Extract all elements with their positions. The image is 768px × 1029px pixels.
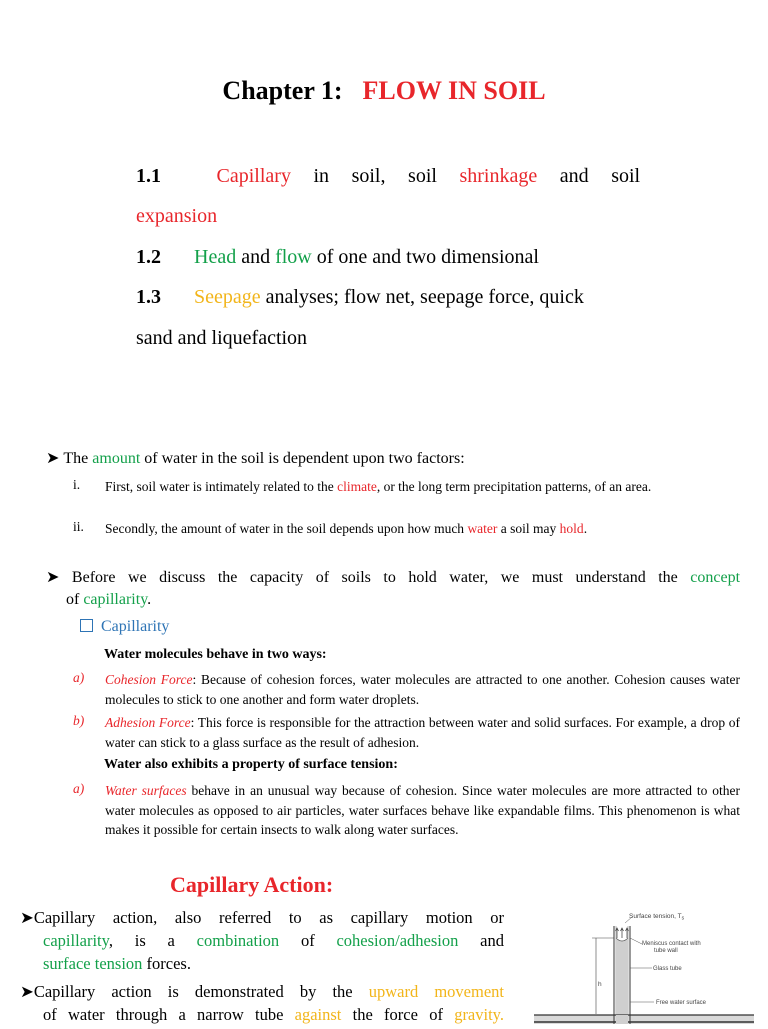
toc-word: and: [559, 165, 589, 187]
text: hold: [559, 521, 584, 536]
text: First, soil water is intimately related to the: [105, 479, 338, 494]
toc-word: Seepage: [194, 286, 261, 308]
toc-word: Capillary: [216, 165, 291, 187]
text: , or the long term precipitation patterns, of an area.: [376, 479, 652, 494]
page-title: [0, 76, 768, 106]
term: Cohesion Force: [105, 672, 193, 687]
text: combination: [196, 931, 280, 950]
text: of water through a narrow tube: [43, 1005, 295, 1024]
figure-label: Free water surface: [656, 1000, 707, 1006]
list-item: [105, 519, 740, 539]
text: climate: [337, 479, 377, 494]
list-item: [105, 477, 740, 497]
text: and: [458, 931, 504, 950]
text: : Because of cohesion forces, water molecules are attracted to one another. Cohesion causes water molecules to stick to one another and form water droplets.: [105, 672, 740, 707]
text: cohesion/adhesion: [336, 931, 459, 950]
toc-item-1-2: [136, 246, 640, 269]
toc-word: of one and two dimensional: [311, 246, 539, 268]
arrow-bullet-icon: ➤: [20, 982, 34, 1001]
toc-word: Head: [194, 246, 237, 268]
toc-word: in: [313, 165, 330, 187]
text: concept: [690, 569, 741, 586]
subheading: Water molecules behave in two ways:: [104, 647, 327, 662]
text: : This force is responsible for the attraction between water and solid surfaces. For example, a drop of water can stick to a glass surface as the result of adhesion.: [105, 715, 740, 750]
text: surface tension: [43, 954, 143, 973]
subheading: Water also exhibits a property of surface tension:: [104, 757, 398, 772]
capillarity-lead: [46, 567, 740, 587]
title-highlight: FLOW IN SOIL: [362, 76, 546, 105]
capillary-tube-figure: [524, 898, 760, 1024]
list-label: a): [73, 670, 85, 685]
text: against: [294, 1005, 342, 1024]
toc-number: 1.3: [136, 286, 161, 308]
toc-word: soil: [408, 165, 437, 187]
figure-label: h: [598, 981, 602, 988]
list-number: i.: [73, 477, 81, 492]
text: , is a: [108, 931, 197, 950]
term: Adhesion Force: [105, 715, 191, 730]
text: .: [147, 591, 152, 608]
arrow-bullet-icon: ➤: [20, 908, 34, 927]
toc-number: 1.1: [136, 165, 161, 187]
text: capillarity: [43, 931, 109, 950]
toc-word: soil: [611, 165, 641, 187]
text: the force of: [341, 1005, 455, 1024]
text: gravity.: [454, 1005, 504, 1024]
toc-item-1-3: [136, 286, 640, 309]
list-item: [105, 670, 740, 709]
title-prefix: Chapter 1:: [222, 76, 343, 105]
text: Capillary action, also referred to as capillary motion or: [33, 908, 504, 927]
list-label: a): [73, 781, 85, 796]
term: Water surfaces: [105, 783, 187, 798]
text: amount: [92, 450, 141, 467]
list-number: ii.: [73, 519, 84, 534]
list-label: b): [73, 713, 85, 728]
figure-label: Surface tension, $T_s$: [629, 913, 685, 922]
figure-label: Meniscus contact with: [642, 941, 701, 947]
square-bullet-icon: [80, 619, 93, 632]
capillarity-heading: [80, 618, 169, 636]
capillarity-lead-line2: [66, 591, 151, 609]
text: of: [279, 931, 337, 950]
text: of water in the soil is dependent upon two factors:: [140, 450, 465, 467]
text: behave in an unusual way because of cohesion. Since water molecules are more attracted to other water molecules as opposed to air particles, water surfaces behave like expandable films. This phenomenon is what makes it possible for certain insects to walk along water surfaces.: [105, 783, 740, 837]
text: capillarity: [83, 591, 148, 608]
toc-number: 1.2: [136, 246, 161, 268]
arrow-bullet-icon: ➤: [46, 450, 60, 467]
toc-word: analyses; flow net, seepage force, quick: [260, 286, 584, 308]
toc-item-1-1: [136, 165, 640, 188]
capillary-action-paragraph-2: [20, 980, 504, 1026]
list-item: [105, 713, 740, 752]
capillary-tube-diagram: [524, 898, 760, 1024]
toc-word: shrinkage: [459, 165, 538, 187]
figure-label: tube wall: [654, 948, 678, 954]
capillary-action-paragraph-1: [20, 906, 504, 975]
arrow-bullet-icon: ➤: [46, 569, 60, 586]
text: forces.: [142, 954, 191, 973]
text: of: [66, 591, 84, 608]
list-item: [105, 781, 740, 840]
text: The: [63, 450, 93, 467]
text: Secondly, the amount of water in the soil depends upon how much: [105, 521, 468, 536]
text: water: [467, 521, 498, 536]
text: Capillary action is demonstrated by the: [33, 982, 369, 1001]
heading-text: Capillarity: [101, 618, 170, 635]
text: .: [583, 521, 588, 536]
text: Before we discuss the capacity of soils to hold water, we must understand the: [71, 569, 691, 586]
toc-item-1-3-line2: sand and liquefaction: [136, 327, 308, 349]
section-title: Capillary Action:: [170, 872, 334, 897]
text: a soil may: [497, 521, 560, 536]
toc-word: soil,: [351, 165, 386, 187]
factors-lead: [46, 448, 465, 468]
figure-label: Glass tube: [653, 966, 682, 972]
text: upward movement: [368, 982, 504, 1001]
toc-word: and: [236, 246, 276, 268]
toc-item-1-1-line2: expansion: [136, 205, 218, 227]
toc-word: flow: [275, 246, 312, 268]
